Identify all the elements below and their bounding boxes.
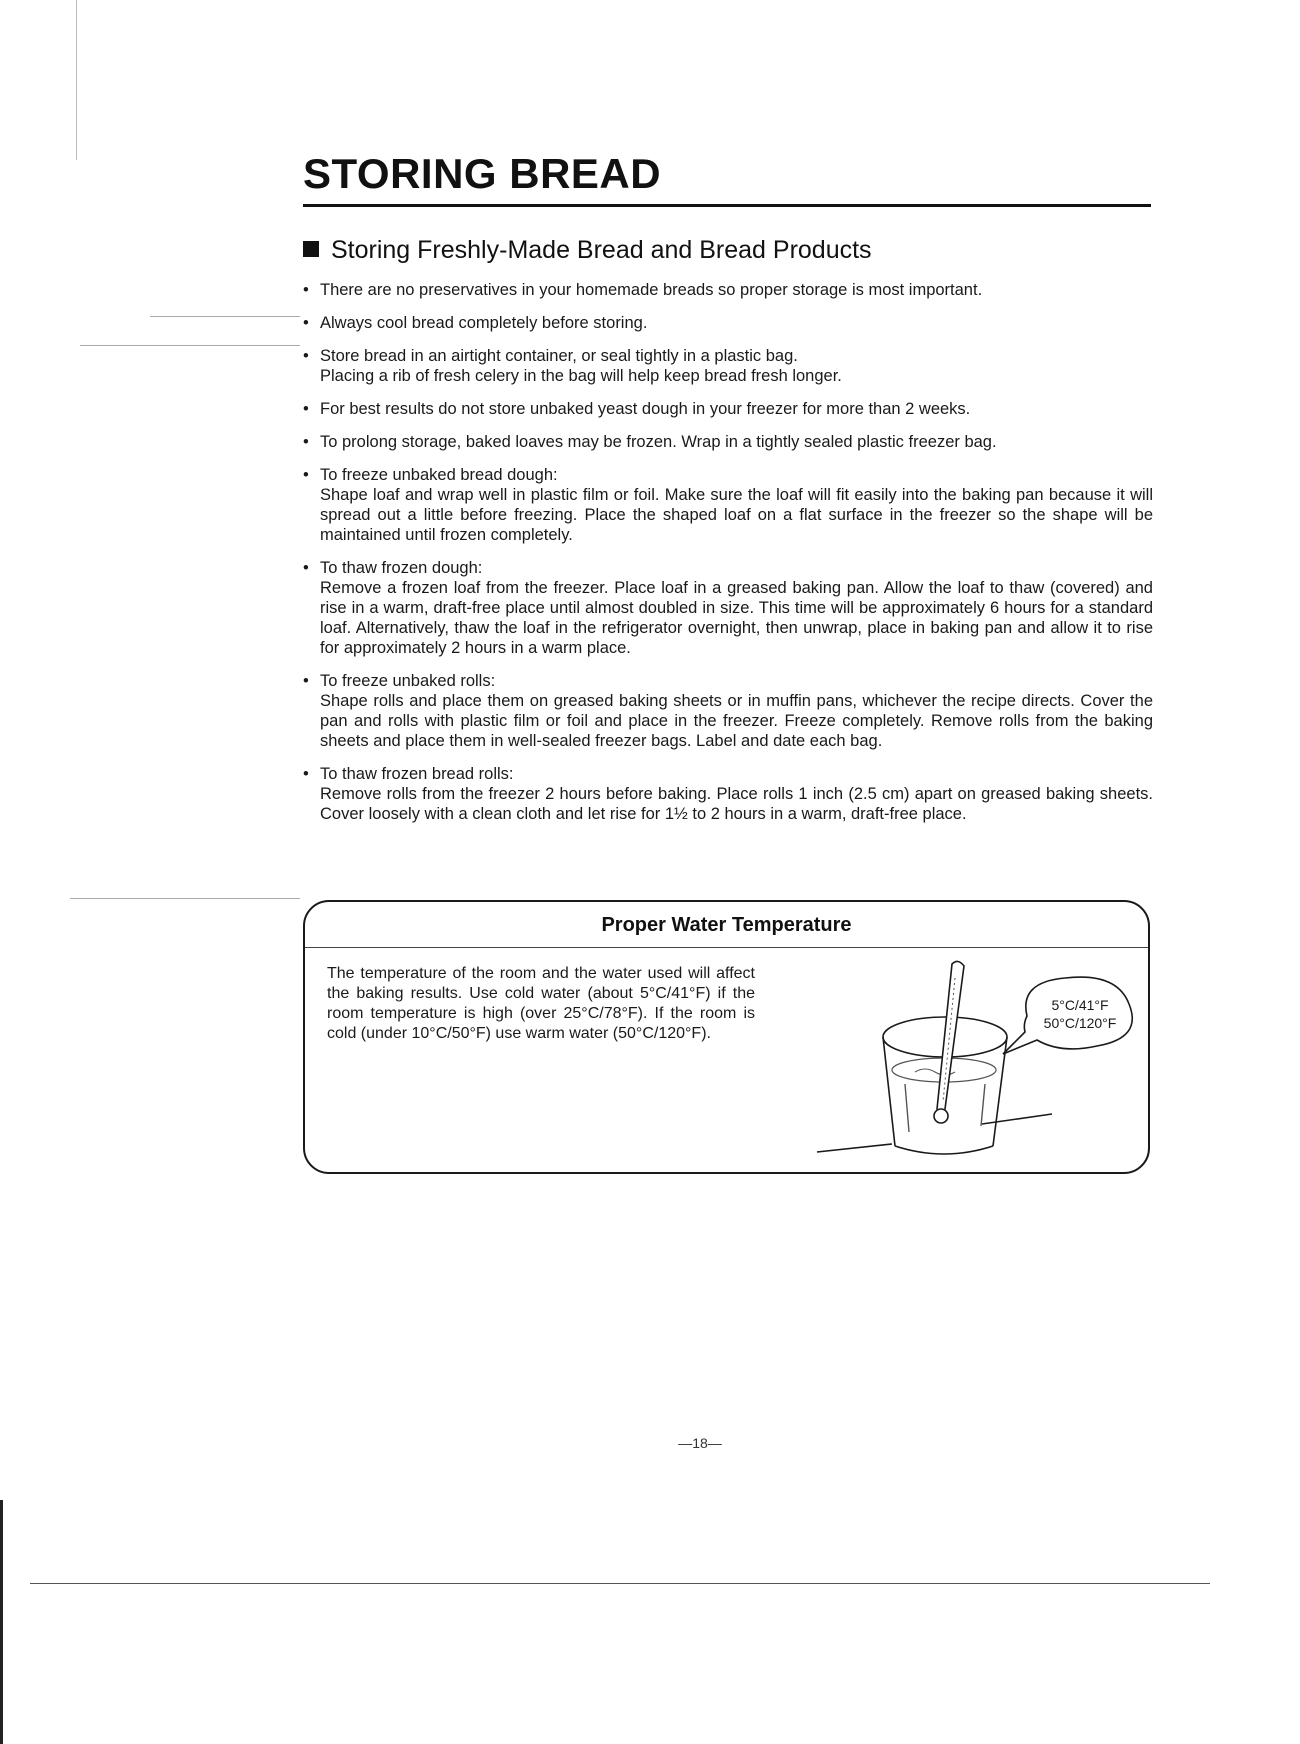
- scan-artifact-line: [150, 316, 300, 317]
- thermometer-glass-drawing: [797, 954, 1142, 1170]
- page-bottom-rule: [30, 1583, 1210, 1584]
- water-temperature-text: The temperature of the room and the water used will affect the baking results. Use cold water (about 5°C/41°F) if the room temperature is high (over 25°C/78°F). If the room is cold (under 10°C/50°F) use warm water (50°C/120°F).: [327, 965, 755, 1042]
- list-item: [303, 313, 1153, 333]
- section-heading: [303, 236, 872, 265]
- tip-lead: To prolong storage, baked loaves may be frozen. Wrap in a tightly sealed plastic freezer bag.: [320, 433, 997, 451]
- tip-lead: To thaw frozen bread rolls:: [320, 765, 514, 783]
- tip-lead: To thaw frozen dough:: [320, 559, 483, 577]
- section-heading-text: Storing Freshly-Made Bread and Bread Products: [331, 236, 872, 264]
- storage-tips-list: [303, 280, 1153, 837]
- list-item: [303, 558, 1153, 658]
- list-item: [303, 280, 1153, 300]
- bubble-temp-cold: 5°C/41°F: [1051, 997, 1109, 1013]
- tip-detail: Shape rolls and place them on greased baking sheets or in muffin pans, whichever the recipe directs. Cover the pan and rolls with plastic film or foil and place in the freezer. Freeze completely. Remove rolls from the baking sheets and place them in well-sealed freezer bags. Label and date each bag.: [320, 692, 1153, 750]
- scan-artifact-line: [80, 345, 300, 346]
- scan-artifact-line: [76, 0, 77, 160]
- tip-lead: Store bread in an airtight container, or seal tightly in a plastic bag.: [320, 347, 798, 365]
- tip-detail: Placing a rib of fresh celery in the bag will help keep bread fresh longer.: [320, 367, 842, 385]
- scan-artifact-line: [70, 898, 300, 899]
- tip-lead: There are no preservatives in your homemade breads so proper storage is most important.: [320, 281, 983, 299]
- list-item: [303, 432, 1153, 452]
- thermometer-in-glass-icon: [797, 954, 1142, 1170]
- bubble-temp-warm: 50°C/120°F: [1043, 1015, 1117, 1031]
- list-item: [303, 764, 1153, 824]
- square-bullet-icon: [303, 241, 319, 257]
- tip-detail: Shape loaf and wrap well in plastic film or foil. Make sure the loaf will fit easily into the baking pan because it will spread out a little before freezing. Place the shaped loaf on a flat surface in the freezer so the shape will be maintained until frozen completely.: [320, 486, 1153, 544]
- list-item: [303, 346, 1153, 386]
- tip-detail: Remove rolls from the freezer 2 hours before baking. Place rolls 1 inch (2.5 cm) apart on greased baking sheets. Cover loosely with a clean cloth and let rise for 1½ to 2 hours in a warm, draft-free place.: [320, 785, 1153, 823]
- page-number: —18—: [678, 1435, 722, 1451]
- tip-lead: To freeze unbaked rolls:: [320, 672, 496, 690]
- tip-detail: Remove a frozen loaf from the freezer. Place loaf in a greased baking pan. Allow the loaf to thaw (covered) and rise in a warm, draft-free place until almost doubled in size. This time will be approximately 6 hours for a standard loaf. Alternatively, thaw the loaf in the refrigerator overnight, then unwrap, place in baking pan and allow it to rise for approximately 2 hours in a warm place.: [320, 579, 1153, 657]
- list-item: [303, 671, 1153, 751]
- tip-lead: Always cool bread completely before storing.: [320, 314, 648, 332]
- tip-lead: For best results do not store unbaked yeast dough in your freezer for more than 2 weeks.: [320, 400, 971, 418]
- list-item: [303, 465, 1153, 545]
- box-divider: [305, 947, 1148, 948]
- page-title: STORING BREAD: [303, 150, 662, 197]
- water-temperature-title: Proper Water Temperature: [601, 914, 852, 936]
- title-underline: [303, 204, 1151, 207]
- list-item: [303, 399, 1153, 419]
- tip-lead: To freeze unbaked bread dough:: [320, 466, 558, 484]
- water-temperature-box: [303, 900, 1150, 1174]
- scan-edge: [0, 1500, 3, 1744]
